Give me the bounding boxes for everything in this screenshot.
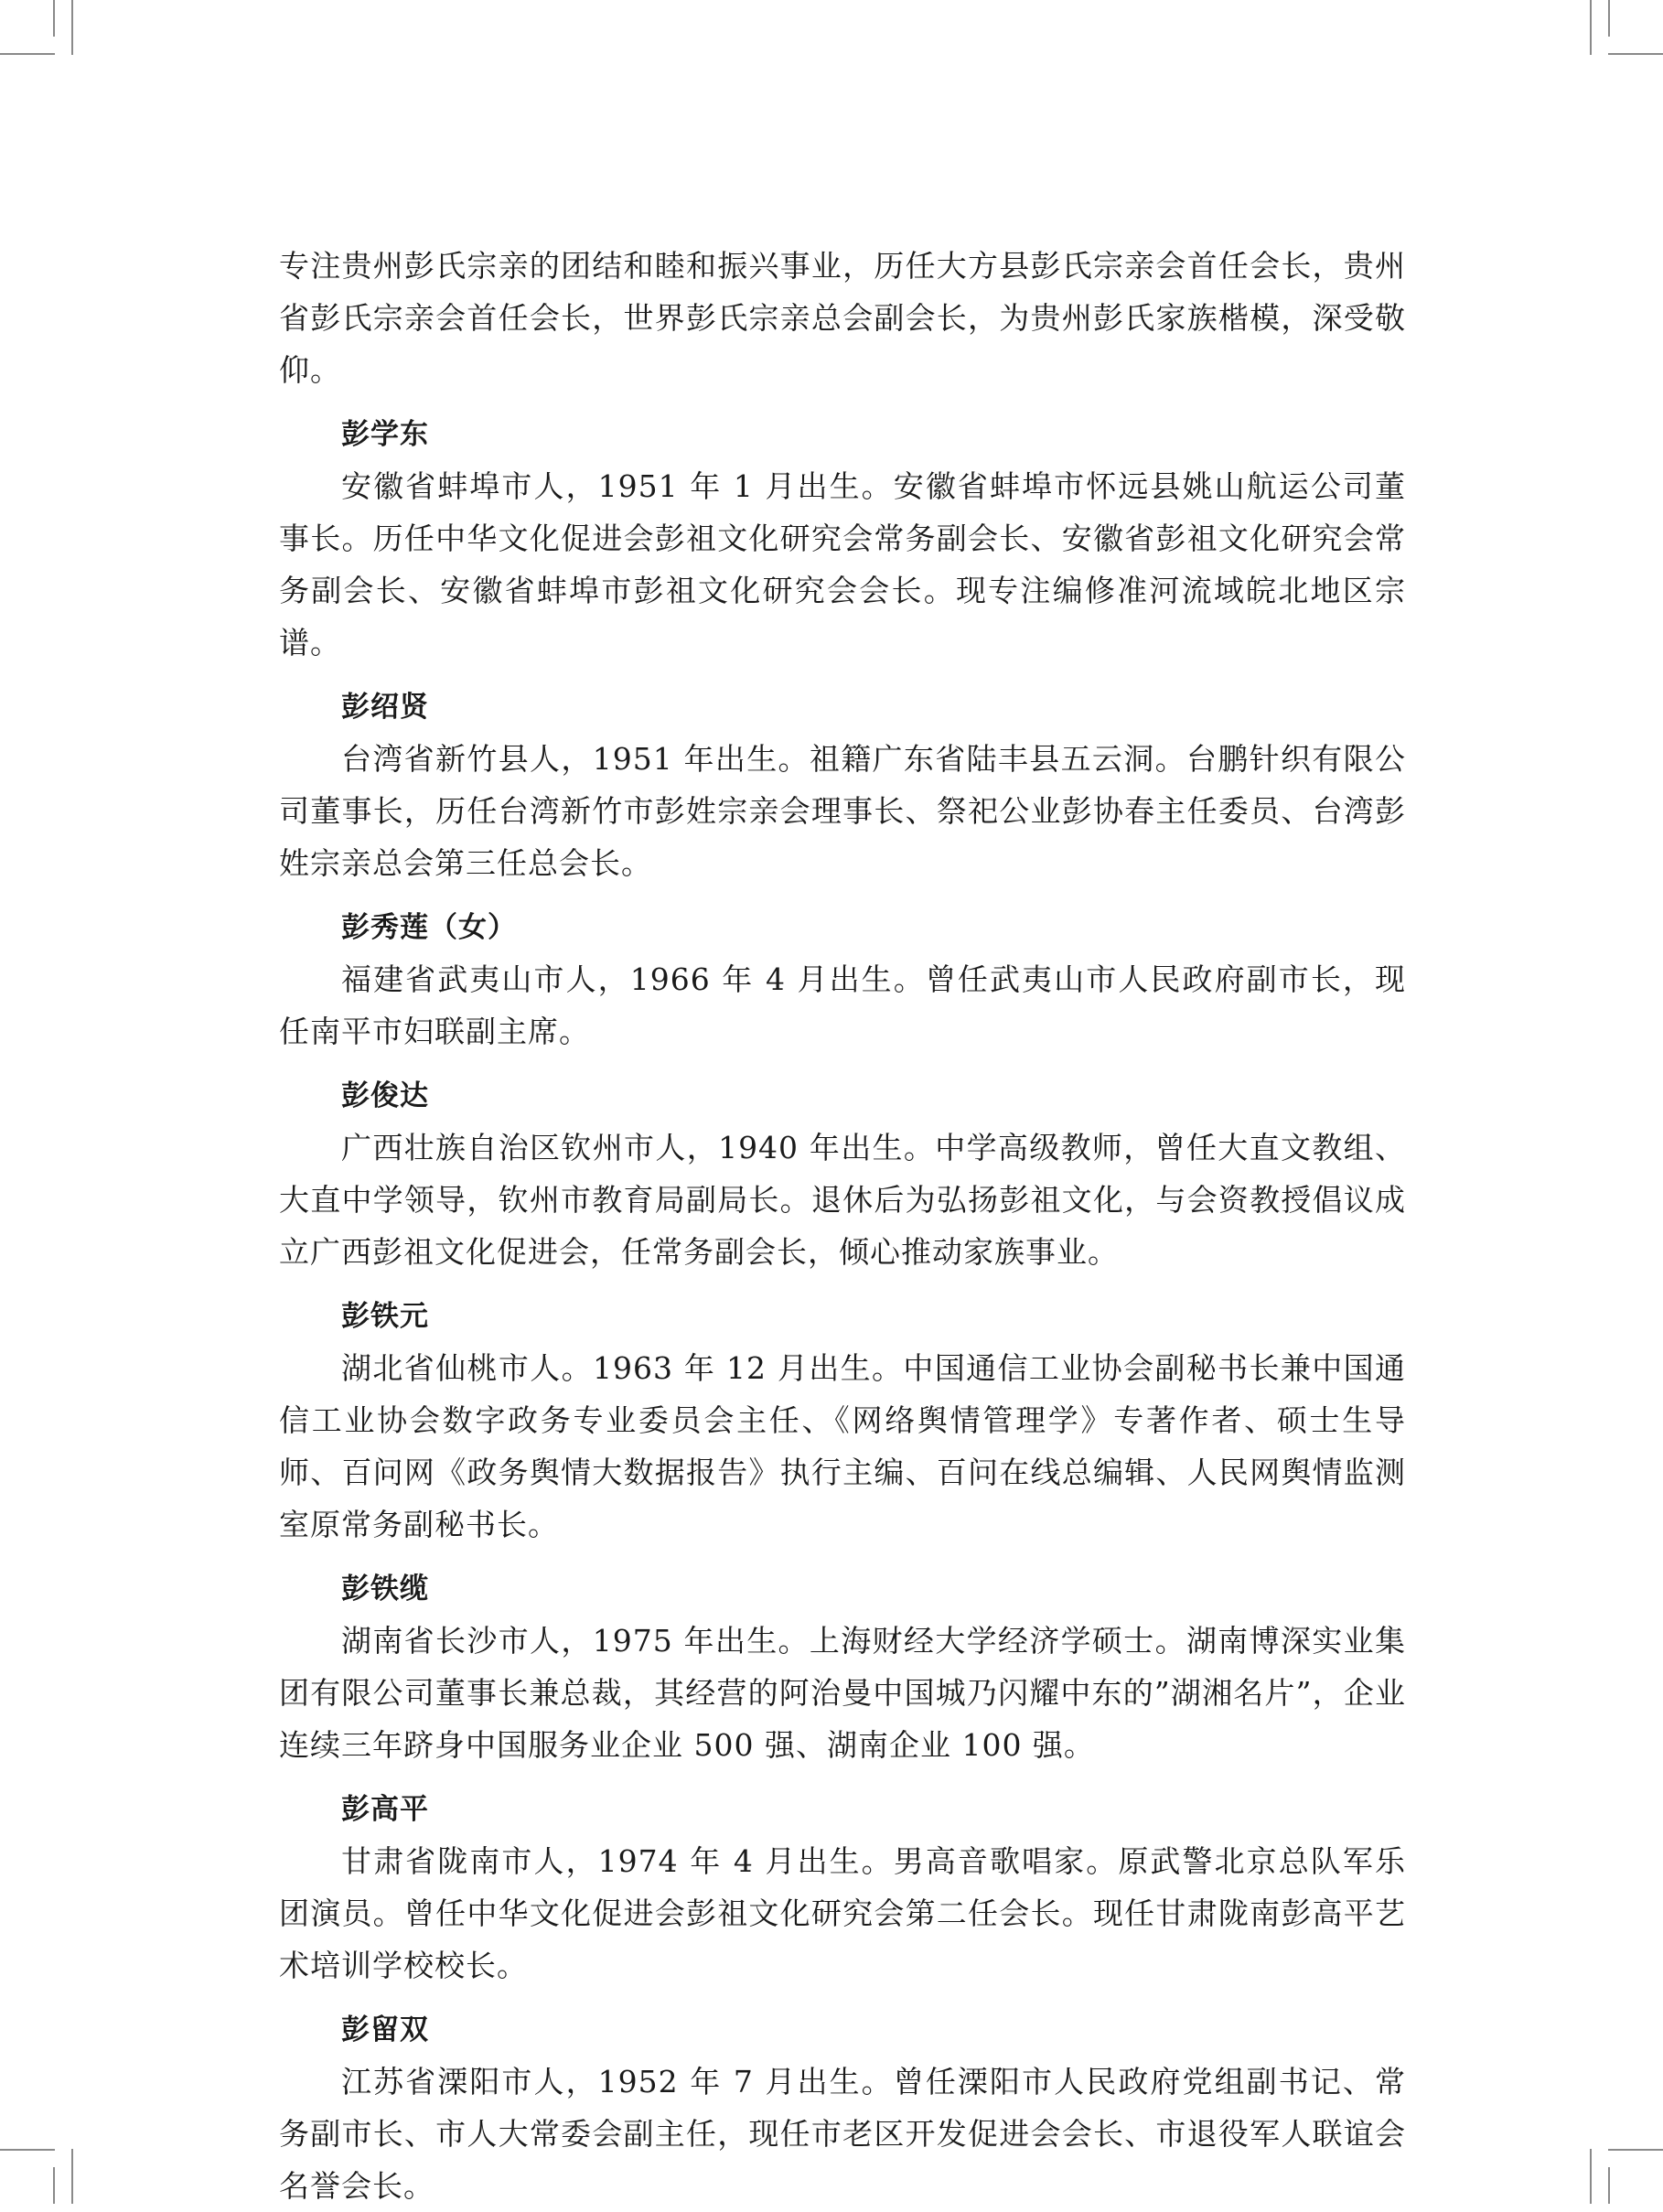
crop-mark-top-right-vertical [1590,0,1592,55]
crop-mark-bottom-right-vertical-2 [1608,2167,1610,2204]
crop-mark-top-left-vertical-2 [53,0,55,37]
crop-mark-bottom-right-vertical [1590,2149,1592,2204]
entry-bio: 广西壮族自治区钦州市人，1940 年出生。中学高级教师，曾任大直文教组、大直中学领导，钦州市教育局副局长。退休后为弘扬彭祖文化，与会资教授倡议成立广西彭祖文化促进会，任常务副会长，倾心推动家族事业。 [279,1130,1406,1270]
crop-mark-top-left-horizontal [0,53,55,55]
entry-bio: 甘肃省陇南市人，1974 年 4 月出生。男高音歌唱家。原武警北京总队军乐团演员。曾任中华文化促进会彭祖文化研究会第二任会长。现任甘肃陇南彭高平艺术培训学校校长。 [279,1843,1406,1983]
crop-mark-bottom-left-vertical-2 [53,2167,55,2204]
crop-mark-bottom-left-vertical [71,2149,73,2204]
entry [279,413,1406,669]
entry [279,1074,1406,1278]
entry-name: 彭秀莲（女） [341,911,517,944]
lead-paragraph: 专注贵州彭氏宗亲的团结和睦和振兴事业，历任大方县彭氏宗亲会首任会长，贵州省彭氏宗亲会首任会长，世界彭氏宗亲总会副会长，为贵州彭氏家族楷模，深受敬仰。 [279,248,1406,388]
entry-name: 彭留双 [341,2013,429,2046]
entry-name: 彭俊达 [341,1079,429,1112]
page-body [279,240,1406,2212]
entry [279,685,1406,889]
entry [279,1567,1406,1771]
entry-bio: 福建省武夷山市人，1966 年 4 月出生。曾任武夷山市人民政府副市长，现任南平市妇联副主席。 [279,961,1406,1049]
crop-mark-top-right-horizontal [1608,53,1663,55]
entry-name: 彭高平 [341,1793,429,1826]
crop-mark-bottom-left-horizontal [0,2149,55,2151]
entry-name: 彭学东 [341,418,429,451]
crop-mark-bottom-right-horizontal [1608,2149,1663,2151]
entry-bio: 湖南省长沙市人，1975 年出生。上海财经大学经济学硕士。湖南博深实业集团有限公司董事长兼总裁，其经营的阿治曼中国城乃闪耀中东的”湖湘名片”，企业连续三年跻身中国服务业企业 500 强、湖南企业 100 强。 [279,1623,1406,1763]
entry [279,1294,1406,1551]
crop-mark-top-left-vertical [71,0,73,55]
entry-bio: 安徽省蚌埠市人，1951 年 1 月出生。安徽省蚌埠市怀远县姚山航运公司董事长。历任中华文化促进会彭祖文化研究会常务副会长、安徽省彭祖文化研究会常务副会长、安徽省蚌埠市彭祖文化研究会会长。现专注编修准河流域皖北地区宗谱。 [279,468,1406,660]
entry [279,1788,1406,1992]
entry [279,2008,1406,2212]
entry-name: 彭绍贤 [341,691,429,724]
entry-name: 彭铁缆 [341,1573,429,1605]
crop-mark-top-right-vertical-2 [1608,0,1610,37]
entry-name: 彭铁元 [341,1300,429,1333]
entry-bio: 湖北省仙桃市人。1963 年 12 月出生。中国通信工业协会副秘书长兼中国通信工业协会数字政务专业委员会主任、《网络舆情管理学》专著作者、硕士生导师、百问网《政务舆情大数据报告》执行主编、百问在线总编辑、人民网舆情监测室原常务副秘书长。 [279,1350,1406,1542]
entry [279,906,1406,1058]
entry-bio: 江苏省溧阳市人，1952 年 7 月出生。曾任溧阳市人民政府党组副书记、常务副市长、市人大常委会副主任，现任市老区开发促进会会长、市退役军人联谊会名誉会长。 [279,2064,1406,2204]
entry-bio: 台湾省新竹县人，1951 年出生。祖籍广东省陆丰县五云洞。台鹏针织有限公司董事长，历任台湾新竹市彭姓宗亲会理事长、祭祀公业彭协春主任委员、台湾彭姓宗亲总会第三任总会长。 [279,741,1406,881]
